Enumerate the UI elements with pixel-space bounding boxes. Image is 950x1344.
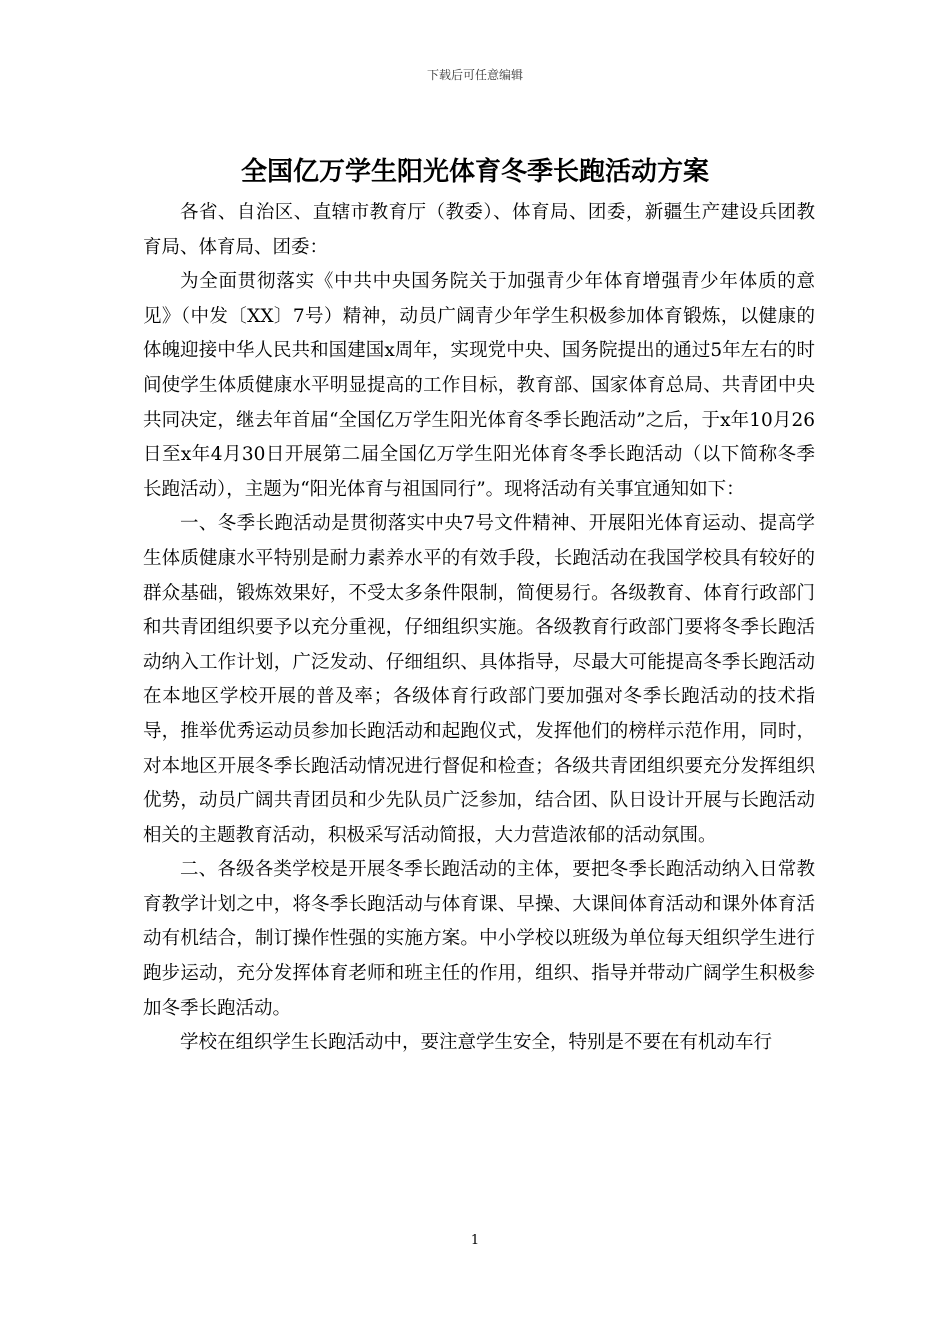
safety-paragraph: 学校在组织学生长跑活动中，要注意学生安全，特别是不要在有机动车行	[180, 1032, 773, 1054]
section-two-paragraph: 二、各级各类学校是开展冬季长跑活动的主体，要把冬季长跑活动纳入日常教育教学计划之中，将冬季长跑活动与体育课、早操、大课间体育活动和课外体育活动有机结合，制订操作性强的实施方案。中小学校以班级为单位每天组织学生进行跑步运动，充分发挥体育老师和班主任的作用，组织、指导并带动广阔学生积极参加冬季长跑活动。	[143, 859, 815, 1019]
document-body	[143, 196, 815, 1061]
header-note: 下载后可任意编辑	[426, 68, 523, 82]
section-one-paragraph: 一、冬季长跑活动是贯彻落实中央7号文件精神、开展阳光体育运动、提高学生体质健康水平特别是耐力素养水平的有效手段，长跑活动在我国学校具有较好的群众基础，锻炼效果好，不受太多条件限制，简便易行。各级教育、体育行政部门和共青团组织要予以充分重视，仔细组织实施。各级教育行政部门要将冬季长跑活动纳入工作计划，广泛发动、仔细组织、具体指导，尽最大可能提高冬季长跑活动在本地区学校开展的普及率；各级体育行政部门要加强对冬季长跑活动的技术指导，推举优秀运动员参加长跑活动和起跑仪式，发挥他们的榜样示范作用，同时，对本地区开展冬季长跑活动情况进行督促和检查；各级共青团组织要充分发挥组织优势，动员广阔共青团员和少先队员广泛参加，结合团、队日设计开展与长跑活动相关的主题教育活动，积极采写活动简报，大力营造浓郁的活动氛围。	[143, 513, 815, 846]
document-title: 全国亿万学生阳光体育冬季长跑活动方案	[240, 157, 709, 187]
page-number: 1	[470, 1233, 480, 1248]
salutation-paragraph: 各省、自治区、直辖市教育厅（教委）、体育局、团委，新疆生产建设兵团教育局、体育局、团委：	[143, 202, 815, 258]
intro-paragraph: 为全面贯彻落实《中共中央国务院关于加强青少年体育增强青少年体质的意见》（中发〔XX〕7号）精神，动员广阔青少年学生积极参加体育锻炼，以健康的体魄迎接中华人民共和国建国x周年，实现党中央、国务院提出的通过5年左右的时间使学生体质健康水平明显提高的工作目标，教育部、国家体育总局、共青团中央共同决定，继去年首届“全国亿万学生阳光体育冬季长跑活动”之后，于x年10月26日至x年4月30日开展第二届全国亿万学生阳光体育冬季长跑活动（以下简称冬季长跑活动），主题为“阳光体育与祖国同行”。现将活动有关事宜通知如下：	[143, 271, 815, 500]
